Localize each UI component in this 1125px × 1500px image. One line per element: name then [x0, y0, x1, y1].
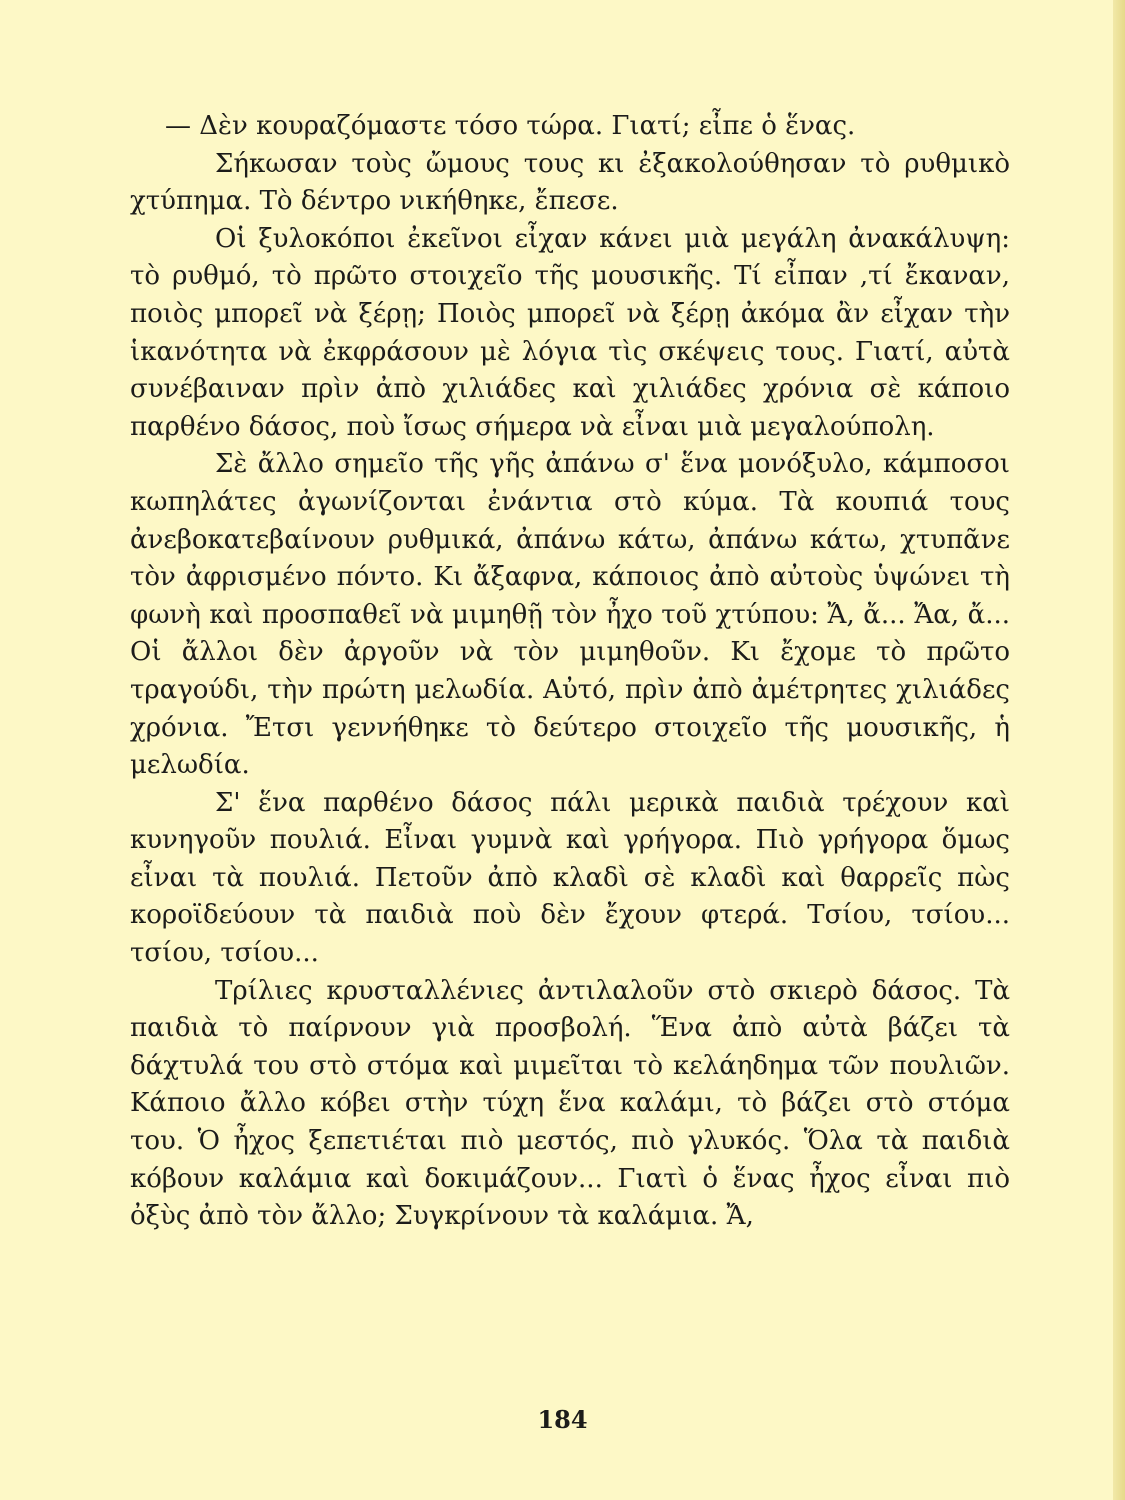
body-text — [130, 108, 1010, 1236]
paragraph: Οἱ ξυλοκόποι ἐκεῖνοι εἶχαν κάνει μιὰ μεγάλη ἀνακάλυψη: τὸ ρυθμό, τὸ πρῶτο στοιχεῖο τῆς μουσικῆς. Τί εἶπαν ,τί ἔκαναν, ποιὸς μπορεῖ νὰ ξέρῃ; Ποιὸς μπορεῖ νὰ ξέρῃ ἀκόμα ἂν εἶχαν τὴν ἱκανότητα νὰ ἐκφράσουν μὲ λόγια τὶς σκέψεις τους. Γιατί, αὐτὰ συνέβαιναν πρὶν ἀπὸ χιλιάδες καὶ χιλιάδες χρόνια σὲ κάποιο παρθένο δάσος, ποὺ ἴσως σήμερα νὰ εἶναι μιὰ μεγαλούπολη. — [130, 223, 1010, 442]
page-number: 184 — [537, 1405, 588, 1434]
paragraph: Τρίλιες κρυσταλλένιες ἀντιλαλοῦν στὸ σκιερὸ δάσος. Τὰ παιδιὰ τὸ παίρνουν γιὰ προσβολή. Ἕνα ἀπὸ αὐτὰ βάζει τὰ δάχτυλά του στὸ στόμα καὶ μιμεῖται τὸ κελάηδημα τῶν πουλιῶν. Κάποιο ἄλλο κόβει στὴν τύχη ἕνα καλάμι, τὸ βάζει στὸ στόμα του. Ὁ ἦχος ξεπετιέται πιὸ μεστός, πιὸ γλυκός. Ὅλα τὰ παιδιὰ κόβουν καλάμια καὶ δοκιμάζουν... Γιατὶ ὁ ἕνας ἦχος εἶναι πιὸ ὀξὺς ἀπὸ τὸν ἄλλο; Συγκρίνουν τὰ καλάμια. Ἄ, — [130, 975, 1010, 1232]
paragraph: Σ' ἕνα παρθένο δάσος πάλι μερικὰ παιδιὰ τρέχουν καὶ κυνηγοῦν πουλιά. Εἶναι γυμνὰ καὶ γρήγορα. Πιὸ γρήγορα ὅμως εἶναι τὰ πουλιά. Πετοῦν ἀπὸ κλαδὶ σὲ κλαδὶ καὶ θαρρεῖς πὼς κοροϊδεύουν τὰ παιδιὰ ποὺ δὲν ἔχουν φτερά. Τσίου, τσίου... τσίου, τσίου... — [130, 787, 1010, 969]
page-edge — [1113, 0, 1125, 1500]
paragraph: Σὲ ἄλλο σημεῖο τῆς γῆς ἀπάνω σ' ἕνα μονόξυλο, κάμποσοι κωπηλάτες ἀγωνίζονται ἐνάντια στὸ κύμα. Τὰ κουπιά τους ἀνεβοκατεβαίνουν ρυθμικά, ἀπάνω κάτω, ἀπάνω κάτω, χτυπᾶνε τὸν ἀφρισμένο πόντο. Κι ἄξαφνα, κάποιος ἀπὸ αὐτοὺς ὑψώνει τὴ φωνὴ καὶ προσπαθεῖ νὰ μιμηθῇ τὸν ἦχο τοῦ χτύπου: Ἄ, ἄ... Ἄα, ἄ... Οἱ ἄλλοι δὲν ἀργοῦν νὰ τὸν μιμηθοῦν. Κι ἔχομε τὸ πρῶτο τραγούδι, τὴν πρώτη μελωδία. Αὐτό, πρὶν ἀπὸ ἀμέτρητες χιλιάδες χρόνια. Ἔτσι γεννήθηκε τὸ δεύτερο στοιχεῖο τῆς μουσικῆς, ἡ μελωδία. — [130, 449, 1010, 781]
paragraph: — Δὲν κουραζόμαστε τόσο τώρα. Γιατί; εἶπε ὁ ἕνας. — [165, 111, 856, 141]
paragraph: Σήκωσαν τοὺς ὤμους τους κι ἐξακολούθησαν τὸ ρυθμικὸ χτύπημα. Τὸ δέντρο νικήθηκε, ἔπεσε. — [130, 148, 1010, 217]
